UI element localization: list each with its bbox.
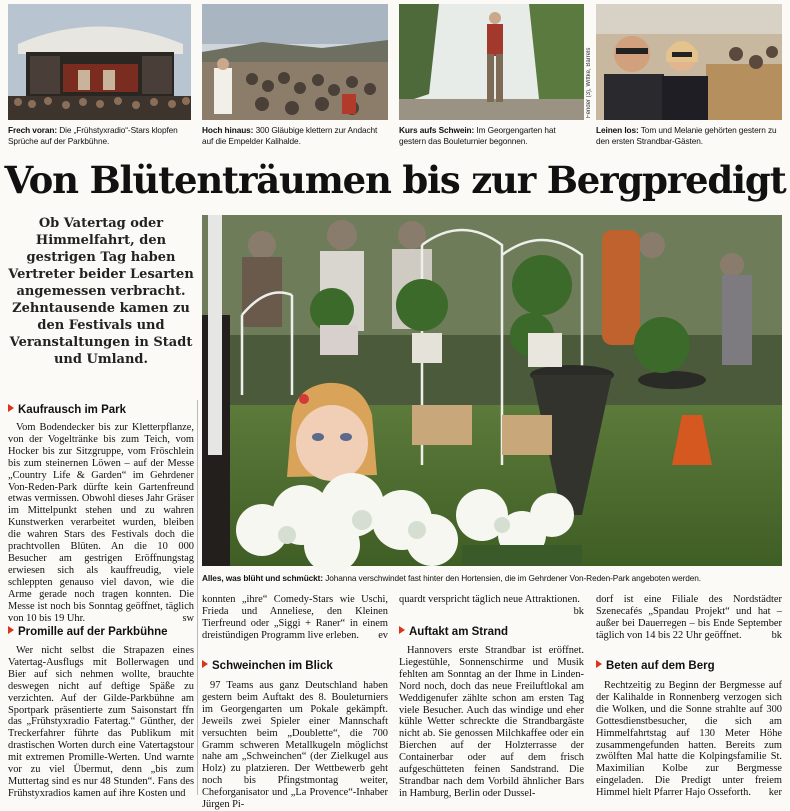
author-sig: bk (771, 629, 782, 641)
caption-text: Die „Frühstyxradio“-Stars klopfen Sprüche auf der Parkbühne. (8, 125, 178, 146)
main-photo (202, 215, 782, 566)
couple-photo-graphic (596, 4, 782, 120)
bullet-triangle-icon (8, 404, 14, 412)
section-title-text: Beten auf dem Berg (606, 660, 715, 672)
caption-text: Im Georgengarten hat gestern das Bouleturnier begonnen. (399, 125, 556, 146)
section-body-quardt (399, 594, 584, 620)
crowd-photo-graphic (202, 4, 388, 120)
bullet-triangle-icon (399, 626, 405, 634)
stage-photo (8, 4, 191, 120)
body-text: Rechtzeitig zu Beginn der Bergmesse auf der Kalihalde in Ronnenberg verzogen sich die Wolken, und die Sonne strahlte auf 300 Gottesdienstbesucher, die sich am Himmelfahrtstag auf 130 Meter Höhe zusammengefunden hatten. Bereits zum zwölften Mal hatte die Kolpingsfamilie St. Maximilian Kolbe zur Bergmesse eingeladen. Die Predigt unter freiem Himmel hielt Pfarrer Hajo Osseforth. (596, 680, 782, 799)
author-sig: ev (378, 629, 388, 641)
body-text: Vom Bodendecker bis zur Kletterpflanze, von der Vogeltränke bis zum Teich, vom Hocker bis zur Sitzgruppe, vom Fröschlein bis zum steinernen Löwen – auf der Messe „Country Life & Garden“ im Gehrdener Von-Reden-Park dürfte kein Gartenfreund etwas vermissen. Obwohl dieses Jahr Gräser im Mittelpunkt stehen und zu wahren Kunstwerken verarbeitet wurden, bleiben die wahren Stars des Festivals doch die prachtvollen Blüten. An die 10 000 Besucher am gestrigen Eröffnungstag erwiesen sich als kauffreudig, viele schleppten genauso viel davon, wie die Arme gerade noch tragen konnten. Die Messe ist noch bis Sonntag geöffnet, täglich von 10 bis 19 Uhr. (8, 422, 194, 624)
section-body-berg (596, 680, 782, 797)
section-title-text: Kaufrausch im Park (18, 404, 127, 416)
section-body-dorf (596, 594, 782, 654)
caption-text: 300 Gläubige klettern zur Andacht auf die Empelder Kalihalde. (202, 125, 378, 146)
couple-photo-caption (596, 125, 782, 147)
column-separator (197, 400, 198, 795)
boule-photo-graphic (399, 4, 584, 120)
caption-lead: Hoch hinaus: (202, 125, 254, 135)
caption-text: Tom und Melanie gehörten gestern zu den ersten Strandbar-Gästen. (596, 125, 777, 146)
stage-photo-graphic (8, 4, 191, 120)
author-sig: ker (768, 787, 782, 799)
caption-lead: Frech voran: (8, 125, 58, 135)
body-text: Wer nicht selbst die Strapazen eines Vatertag-Ausflugs mit Bollerwagen und Bier auf sich nehmen wollte, brauchte deswegen nicht auf deftige Späße zu verzichten. Auf der Gilde-Parkbühne am Sportpark präsentierte zum Saisonstart ffn das „Frühstyxradio Fatertag.“ Günther, der Treckerfahrer führte das Publikum mit drastischen Worten durch eine Vatertagstour mit extremen Promille-Werten. Und warnte vor zu viel Übermut, denn „bis zum Muttertag sind es nur 48 Stunden“. Fans des Frühstyxradios kamen auf ihre Kosten und (8, 645, 194, 799)
body-text: quardt verspricht täglich neue Attraktionen. (399, 594, 580, 605)
boule-photo (399, 4, 584, 120)
photo-credit: Fender (3), Wittke, Barrels (586, 47, 592, 118)
caption-lead: Alles, was blüht und schmückt: (202, 573, 324, 583)
bullet-triangle-icon (596, 660, 602, 668)
article-headline: Von Blütenträumen bis zur Bergpredigt (4, 158, 786, 202)
crowd-photo-caption (202, 125, 388, 147)
section-title-text: Schweinchen im Blick (212, 660, 333, 672)
section-title-strand (399, 626, 508, 638)
caption-lead: Kurs aufs Schwein: (399, 125, 475, 135)
crowd-photo (202, 4, 388, 120)
section-title-berg (596, 660, 715, 672)
section-body-promille (8, 645, 194, 797)
section-title-promille (8, 626, 168, 638)
caption-text: Johanna verschwindet fast hinter den Hortensien, die im Gehrdener Von-Reden-Park angeboten werden. (323, 573, 701, 583)
author-sig: sw (182, 612, 194, 624)
section-body-kaufrausch (8, 422, 194, 624)
stage-photo-caption (8, 125, 191, 147)
main-photo-caption (202, 573, 782, 584)
bullet-triangle-icon (8, 626, 14, 634)
section-body-strand (399, 645, 584, 797)
main-photo-graphic (202, 215, 782, 566)
section-title-text: Auftakt am Strand (409, 626, 509, 638)
author-sig: bk (573, 605, 584, 617)
body-text: dorf ist eine Filiale des Nordstädter Szenecafés „Spandau Projekt“ und hat – außer bei Dauerregen – bis Ende September täglich von 14 bis 22 Uhr geöffnet. (596, 594, 782, 641)
section-title-text: Promille auf der Parkbühne (18, 626, 168, 638)
couple-photo (596, 4, 782, 120)
body-text: konnten „ihre“ Comedy-Stars wie Uschi, Frieda und Anneliese, den Kleinen Tierfreund oder „Siggi + Raner“ in einem dreistündigen Programm live erleben. (202, 594, 388, 641)
bullet-triangle-icon (202, 660, 208, 668)
section-body-schweinchen (202, 680, 388, 811)
article-intro: Ob Vatertag oder Himmelfahrt, den gestrigen Tag haben Vertreter beider Lesarten angemessen verbracht. Zehntausende kamen zu den Festivals und Veranstaltungen in Stadt und Umland. (8, 216, 194, 367)
section-title-schweinchen (202, 660, 333, 672)
body-text: 97 Teams aus ganz Deutschland haben gestern beim Auftakt des 8. Bouleturniers im Georgengarten um Pokale gekämpft. Jeweils zwei Spieler einer Mannschaft versuchten beim „Doublette“, die 700 Gramm schweren Metallkugeln möglichst nahe am „Schweinchen“ (der Zielkugel aus Holz) zu platzieren. Der Wettbewerb geht noch bis Pfingstmontag weiter, Cheforganisator und „La Provence“-Inhaber Jürgen Pi- (202, 680, 388, 811)
boule-photo-caption (399, 125, 584, 147)
body-text: Hannovers erste Strandbar ist eröffnet. Liegestühle, Sonnenschirme und Musik fehlten am Sonntag an der Ihme in Linden-Nord noch, doch das neue Freiluftlokal am Weddigenufer zählte schon am ersten Tag viele Besucher. Auch das windige und eher kühle Wetter schreckte die Strandbargäste nicht ab. Sie genossen Milchkaffee oder ein Bierchen auf der Holzterrasse der Containerbar oder auf dem frisch aufgeschütteten feinen Sandstrand. Die Strandbar nach dem Vorbild ähnlicher Bars in Hamburg, Berlin oder Dussel- (399, 645, 584, 799)
section-title-kaufrausch (8, 404, 126, 416)
section-body-konnten (202, 594, 388, 654)
caption-lead: Leinen los: (596, 125, 639, 135)
